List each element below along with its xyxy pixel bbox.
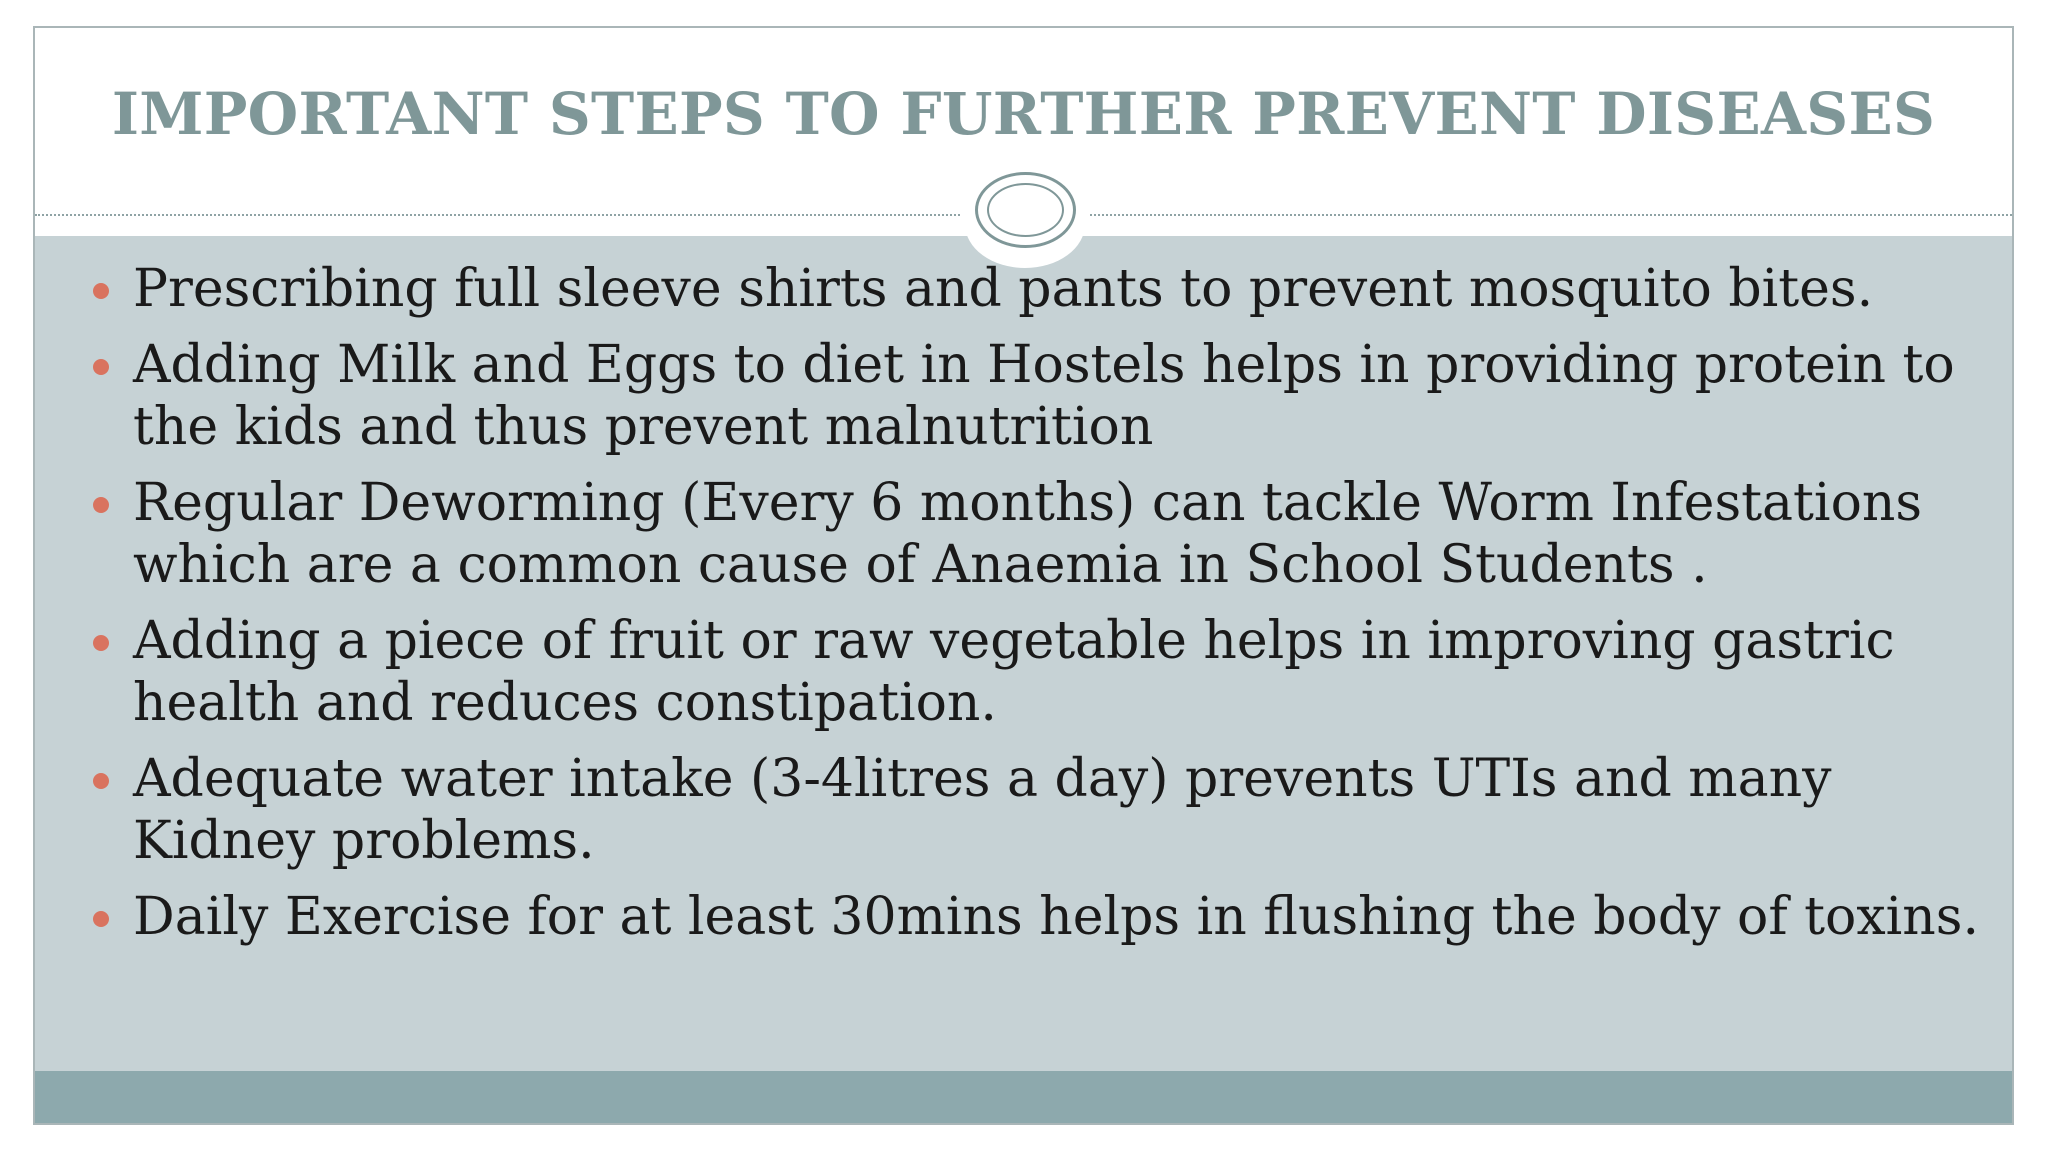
bullet-item — [93, 886, 1993, 948]
bullet-item — [93, 258, 1993, 320]
slide — [33, 26, 2014, 1125]
bullet-text: Adding Milk and Eggs to diet in Hostels helps in providing protein to the kids and thus prevent malnutrition — [133, 335, 1955, 457]
bullet-text: Adding a piece of fruit or raw vegetable helps in improving gastric health and reduces constipation. — [133, 611, 1895, 733]
oval-ornament-inner — [987, 183, 1064, 237]
bullet-dot-icon — [93, 635, 109, 651]
bullet-dot-icon — [93, 773, 109, 789]
bullet-text: Regular Deworming (Every 6 months) can tackle Worm Infestations which are a common cause of Anaemia in School Students . — [133, 473, 1923, 595]
bullet-list — [93, 258, 1993, 962]
bullet-text: Prescribing full sleeve shirts and pants to prevent mosquito bites. — [133, 259, 1874, 319]
bullet-item — [93, 334, 1993, 458]
bullet-dot-icon — [93, 497, 109, 513]
oval-ornament-icon — [975, 172, 1076, 248]
bullet-dot-icon — [93, 359, 109, 375]
title-divider-left — [35, 214, 960, 216]
bullet-text: Adequate water intake (3-4litres a day) prevents UTIs and many Kidney problems. — [133, 749, 1832, 871]
bullet-item — [93, 610, 1993, 734]
footer-bar — [35, 1071, 2012, 1123]
bullet-item — [93, 472, 1993, 596]
bullet-text: Daily Exercise for at least 30mins helps in flushing the body of toxins. — [133, 887, 1979, 947]
title-divider-right — [1090, 214, 2012, 216]
bullet-dot-icon — [93, 911, 109, 927]
bullet-dot-icon — [93, 283, 109, 299]
bullet-item — [93, 748, 1993, 872]
slide-title: IMPORTANT STEPS TO FURTHER PREVENT DISEASES — [111, 80, 1936, 148]
